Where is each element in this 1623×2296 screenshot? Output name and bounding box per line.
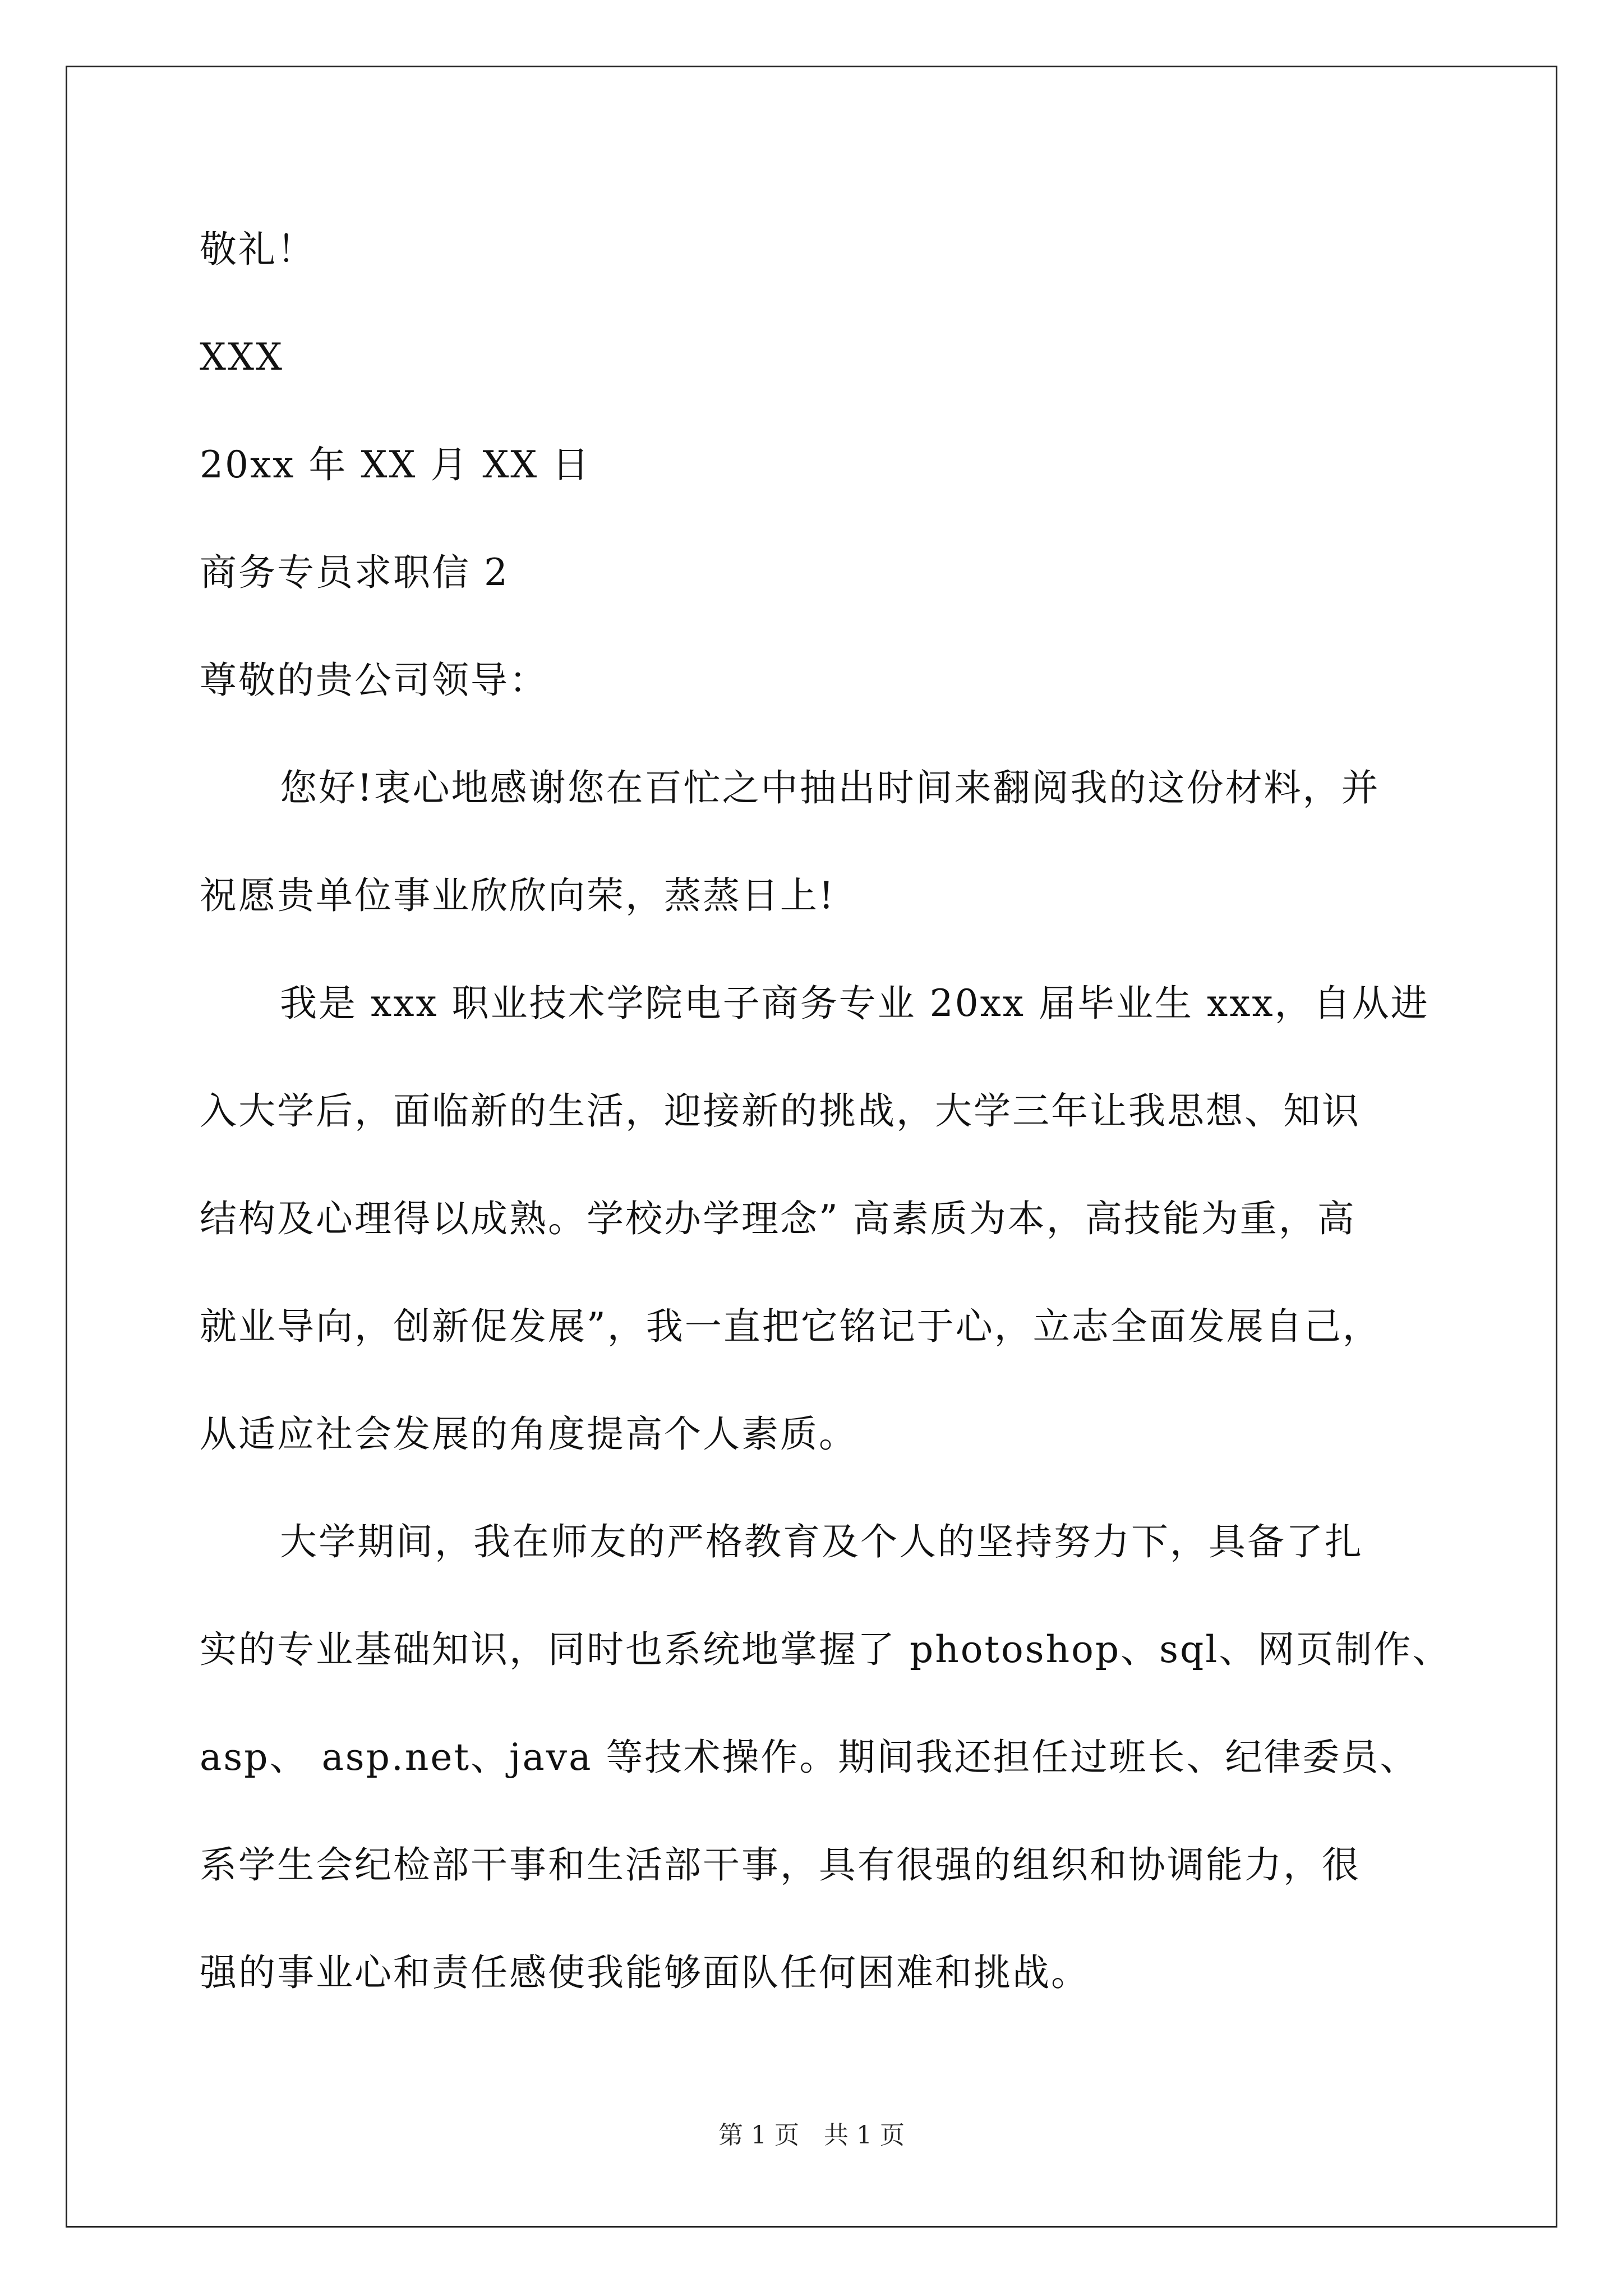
letter-title: 商务专员求职信 2 — [200, 551, 509, 594]
paragraph-line: 强的事业心和责任感使我能够面队任何困难和挑战。 — [200, 1951, 1090, 1994]
paragraph-line: 系学生会纪检部干事和生活部干事，具有很强的组织和协调能力，很 — [200, 1843, 1361, 1887]
signature-name: XXX — [200, 335, 284, 379]
paragraph-line: 从适应社会发展的角度提高个人素质。 — [200, 1412, 857, 1456]
paragraph-line: asp、 asp.net、java 等技术操作。期间我还担任过班长、纪律委员、 — [200, 1736, 1419, 1779]
paragraph-line: 入大学后，面临新的生活，迎接新的挑战，大学三年让我思想、知识 — [200, 1089, 1361, 1133]
paragraph-line: 祝愿贵单位事业欣欣向荣，蒸蒸日上! — [200, 874, 836, 917]
greeting: 尊敬的贵公司领导： — [200, 659, 548, 702]
signature-date: 20xx 年 XX 月 XX 日 — [200, 443, 591, 486]
paragraph-line: 我是 xxx 职业技术学院电子商务专业 20xx 届毕业生 xxx，自从进 — [280, 982, 1430, 1025]
closing-salutation: 敬礼！ — [200, 228, 316, 271]
paragraph-line: 实的专业基础知识，同时也系统地掌握了 photoshop、sql、网页制作、 — [200, 1628, 1451, 1671]
paragraph-line: 您好!衷心地感谢您在百忙之中抽出时间来翻阅我的这份材料，并 — [280, 766, 1380, 809]
paragraph-line: 结构及心理得以成熟。学校办学理念” 高素质为本，高技能为重，高 — [200, 1197, 1356, 1240]
page-footer: 第 1 页 共 1 页 — [718, 2121, 905, 2150]
paragraph-line: 大学期间，我在师友的严格教育及个人的坚持努力下，具备了扎 — [280, 1520, 1363, 1563]
page-border — [66, 66, 1557, 2228]
paragraph-line: 就业导向，创新促发展”，我一直把它铭记于心，立志全面发展自己， — [200, 1305, 1381, 1348]
